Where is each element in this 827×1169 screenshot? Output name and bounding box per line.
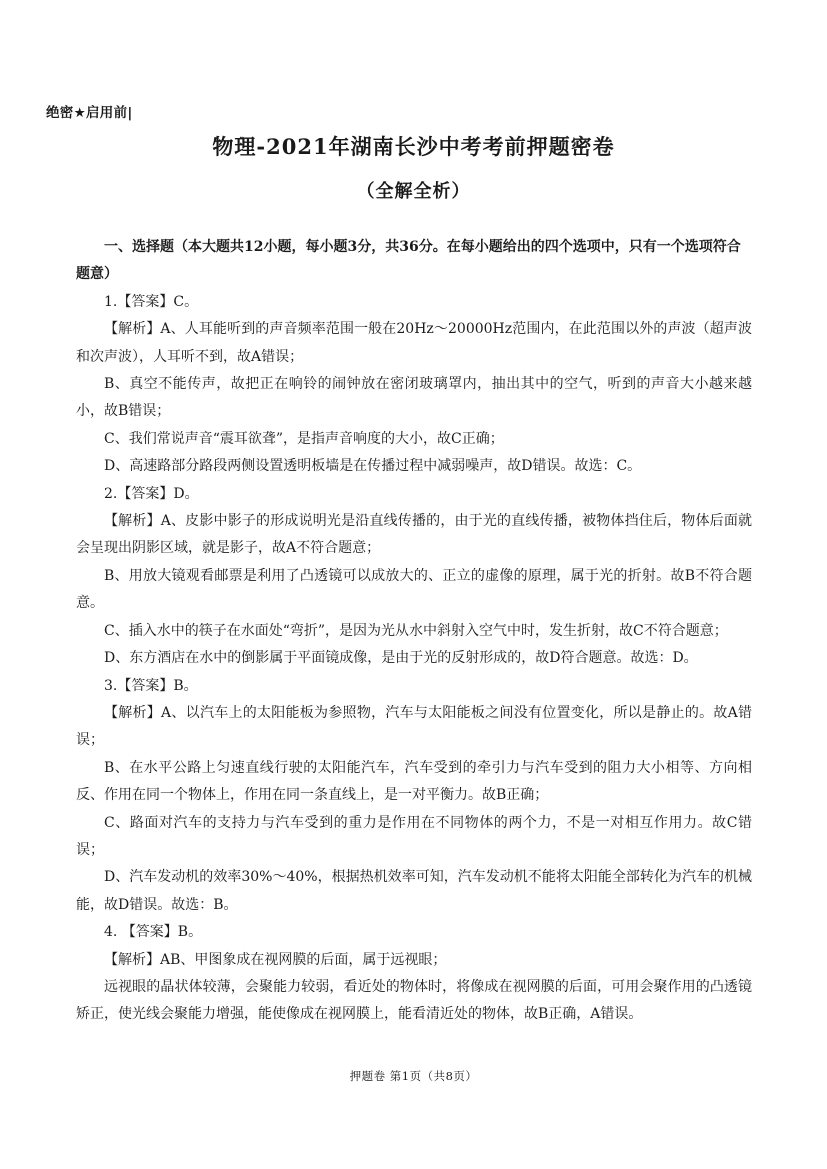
- answer-q3: 3.【答案】B。: [104, 677, 198, 694]
- analysis-paragraph: C、我们常说声音“震耳欲聋”，是指声音响度的大小，故C正确；: [104, 430, 504, 447]
- answer-q2: 2.【答案】D。: [104, 485, 199, 502]
- analysis-paragraph: B、在水平公路上匀速直线行驶的太阳能汽车，汽车受到的牵引力与汽车受到的阻力大小相等、方向相反、作用在同一个物体上，作用在同一条直线上，是一对平衡力。故B正确；: [76, 759, 752, 804]
- section-heading: 一、选择题（本大题共12小题，每小题3分，共36分。在每小题给出的四个选项中，只有一个选项符合题意）: [76, 239, 741, 283]
- analysis-paragraph: 远视眼的晶状体较薄，会聚能力较弱，看近处的物体时，将像成在视网膜的后面，可用会聚作用的凸透镜矫正，使光线会聚能力增强，能使像成在视网膜上，能看清近处的物体，故B正确，A错误。: [76, 978, 752, 1023]
- analysis-paragraph: D、东方酒店在水中的倒影属于平面镜成像，是由于光的反射形成的，故D符合题意。故选：D。: [104, 650, 698, 667]
- confidential-label: 绝密★启用前|: [46, 105, 133, 121]
- answer-q4: 4. 【答案】B。: [104, 924, 203, 941]
- analysis-paragraph: 【解析】A、以汽车上的太阳能板为参照物，汽车与太阳能板之间没有位置变化，所以是静止的。故A错误；: [76, 704, 752, 749]
- analysis-paragraph: B、真空不能传声，故把正在响铃的闹钟放在密闭玻璃罩内，抽出其中的空气，听到的声音大小越来越小，故B错误；: [76, 376, 752, 420]
- analysis-paragraph: 【解析】A、人耳能听到的声音频率范围一般在20Hz～20000Hz范围内，在此范围以外的声波（超声波和次声波），人耳听不到，故A错误；: [76, 321, 752, 365]
- analysis-paragraph: B、用放大镜观看邮票是利用了凸透镜可以成放大的、正立的虚像的原理，属于光的折射。故B不符合题意。: [76, 567, 752, 612]
- document-body: [76, 234, 752, 1029]
- document-subtitle: （全解全析）: [356, 181, 471, 202]
- analysis-paragraph: C、插入水中的筷子在水面处“弯折”，是因为光从水中斜射入空气中时，发生折射，故C不符合题意；: [104, 622, 728, 639]
- analysis-paragraph: D、高速路部分路段两侧设置透明板墙是在传播过程中减弱噪声，故D错误。故选：C。: [104, 458, 642, 475]
- analysis-paragraph: C、路面对汽车的支持力与汽车受到的重力是作用在不同物体的两个力，不是一对相互作用力。故C错误；: [76, 814, 752, 858]
- page-footer: 押题卷 第1页（共8页）: [349, 1069, 478, 1083]
- analysis-paragraph: D、汽车发动机的效率30%～40%，根据热机效率可知，汽车发动机不能将太阳能全部转化为汽车的机械能，故D错误。故选：B。: [76, 869, 752, 913]
- analysis-paragraph: 【解析】AB、甲图象成在视网膜的后面，属于远视眼；: [104, 951, 447, 968]
- answer-q1: 1.【答案】C。: [104, 293, 199, 310]
- document-title: 物理-2021年湖南长沙中考考前押题密卷: [212, 134, 615, 159]
- analysis-paragraph: 【解析】A、皮影中影子的形成说明光是沿直线传播的，由于光的直线传播，被物体挡住后，物体后面就会呈现出阴影区域，就是影子，故A不符合题意；: [76, 513, 752, 557]
